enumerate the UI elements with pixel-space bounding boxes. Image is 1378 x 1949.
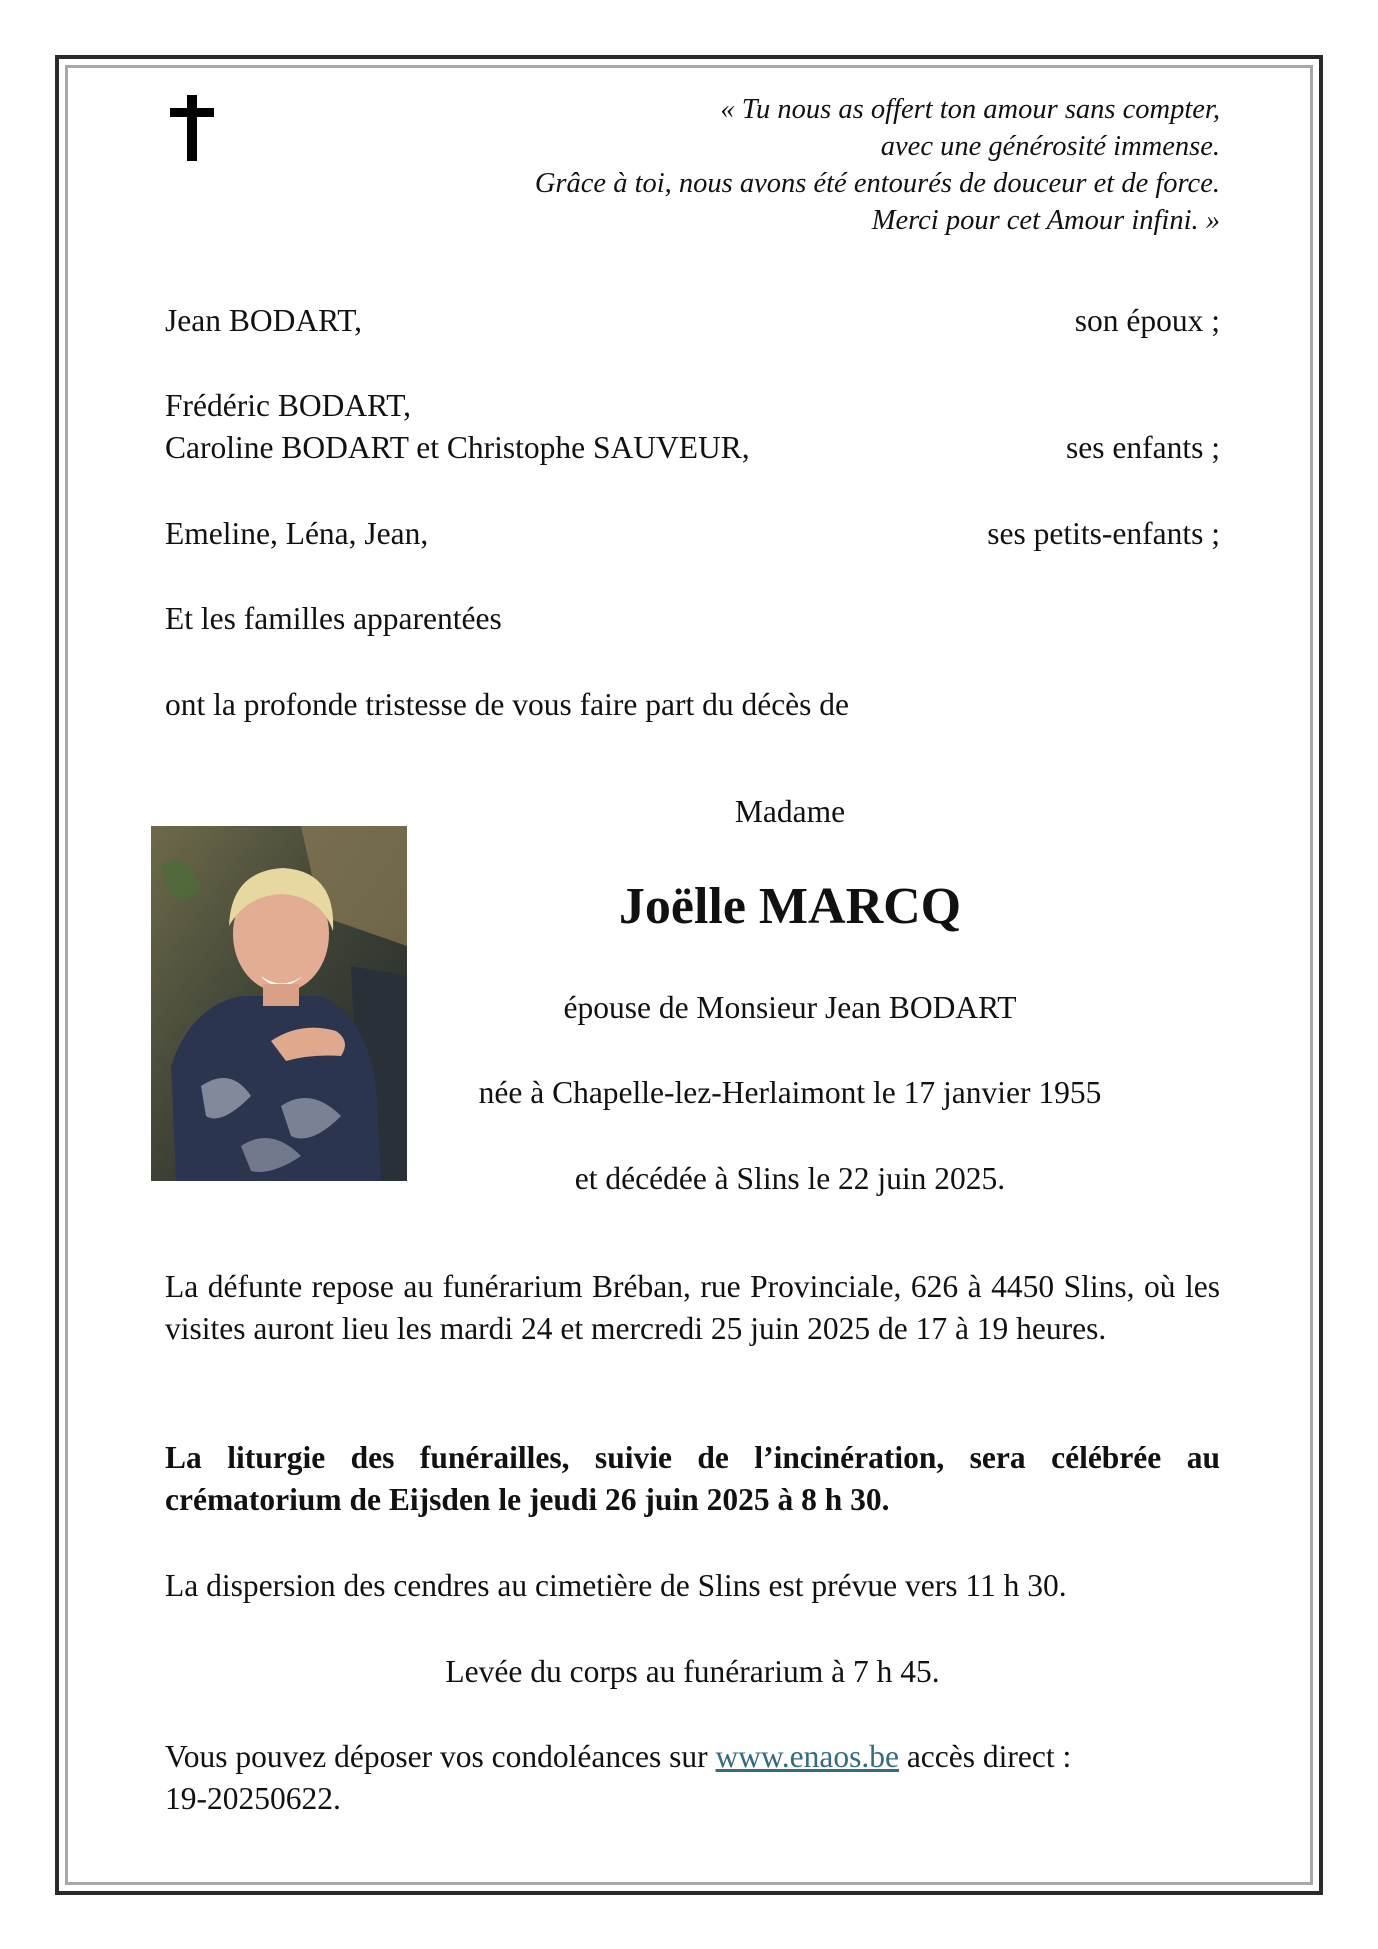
epigraph-line: Grâce à toi, nous avons été entourés de douceur et de force. [534,168,1220,199]
related-families: Et les familles apparentées [165,601,502,636]
epigraph-line: Merci pour cet Amour infini. » [871,205,1220,236]
deceased-birth: née à Chapelle-lez-Herlaimont le 17 janvier 1955 [478,1075,1102,1110]
condolences-paragraph [165,1736,1220,1820]
epigraph-line: avec une générosité immense. [880,131,1220,162]
levee-line: Levée du corps au funérarium à 7 h 45. [445,1654,940,1689]
spouse-role: son époux ; [1074,303,1220,338]
ceremony-paragraph: La liturgie des funérailles, suivie de l’incinération, sera célébrée au crématorium de Eijsden le jeudi 26 juin 2025 à 8 h 30. [165,1440,1220,1517]
child-name: Caroline BODART et Christophe SAUVEUR, [165,430,750,465]
ashes-paragraph: La dispersion des cendres au cimetière de Slins est prévue vers 11 h 30. [165,1568,1067,1603]
deceased-name: Joëlle MARCQ [618,878,962,935]
deceased-death: et décédée à Slins le 22 juin 2025. [574,1161,1006,1196]
condolences-text-after: accès direct : [906,1739,1072,1774]
announcement-text: ont la profonde tristesse de vous faire part du décès de [165,687,850,722]
condolences-link[interactable]: www.enaos.be [715,1739,899,1774]
grandchildren-role: ses petits-enfants ; [987,516,1220,551]
condolences-text: Vous pouvez déposer vos condoléances sur [165,1739,708,1774]
cross-icon [170,95,214,161]
epigraph-quote [320,91,1220,239]
spouse-name: Jean BODART, [165,303,362,338]
portrait-photo [151,826,407,1181]
visitation-paragraph: La défunte repose au funérarium Bréban, rue Provinciale, 626 à 4450 Slins, où les visites auront lieu les mardi 24 et mercredi 25 juin 2025 de 17 à 19 heures. [165,1269,1220,1346]
epigraph-line: « Tu nous as offert ton amour sans compter, [720,94,1220,125]
children-role: ses enfants ; [1066,430,1220,465]
grandchildren-names: Emeline, Léna, Jean, [165,516,429,551]
child-name: Frédéric BODART, [165,388,411,423]
deceased-spouse-line: épouse de Monsieur Jean BODART [563,990,1017,1025]
deceased-title: Madame [734,794,846,829]
condolences-code: 19-20250622. [165,1781,341,1816]
